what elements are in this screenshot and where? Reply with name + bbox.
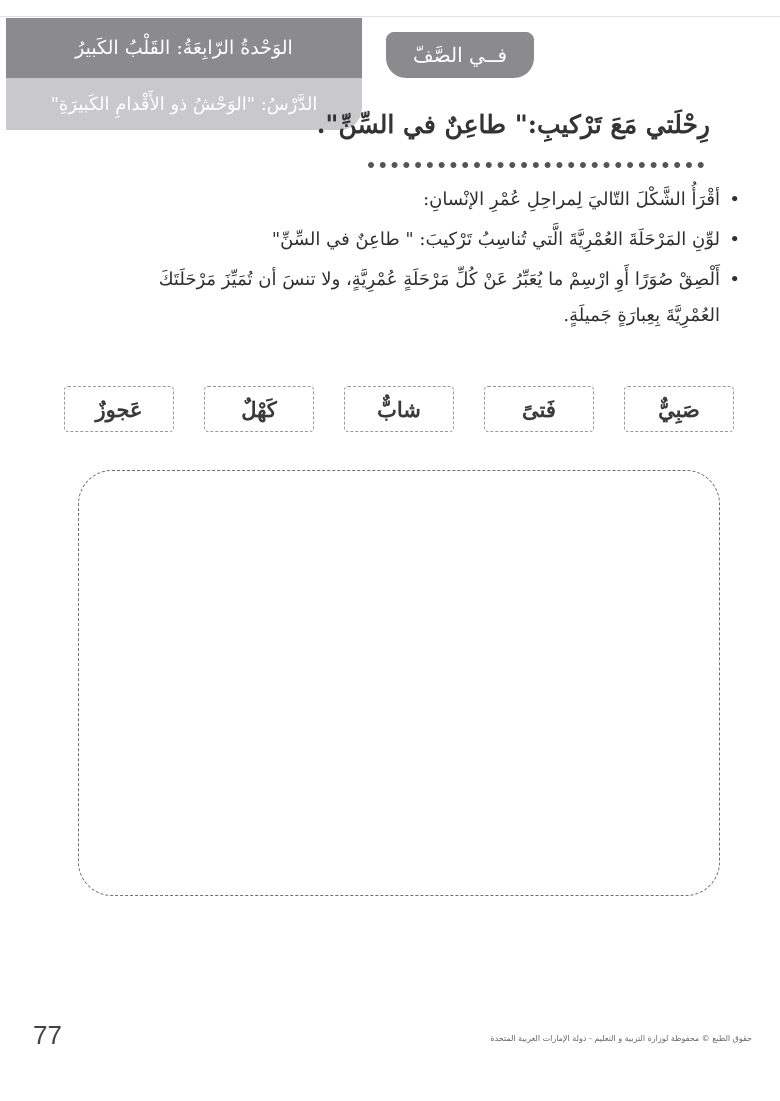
instruction-text: أَلْصِقْ صُوَرًا أَوِ ارْسِمْ ما يُعَبِّرُ عَنْ كُلِّ مَرْحَلَةٍ عُمْرِيَّةٍ، ولا تنسَ أن تُمَيِّزَ مَرْحَلَتَكَ العُمْرِيَّةَ بِعِبارَةٍ جَميلَةٍ.: [158, 269, 720, 326]
instruction-text: أقْرَأُ الشَّكْلَ التّاليَ لِمراحِلِ عُمْرِ الإنْسانِ:: [423, 189, 720, 210]
page-number: 77: [33, 1020, 62, 1050]
instruction-item: [100, 262, 740, 334]
unit-banner: [6, 18, 362, 78]
in-class-label: فــي الصَّفّ: [413, 43, 508, 67]
stage-label: صَبِيٌّ: [658, 396, 700, 422]
stage-box-young-man[interactable]: [344, 386, 454, 432]
bullet-icon: •: [729, 229, 740, 250]
in-class-tab: [386, 32, 534, 78]
stage-label: كَهْلٌ: [241, 396, 277, 422]
top-border-line: [0, 16, 780, 17]
lesson-title-header: الدَّرْسُ: "الوَحْشُ ذو الأَقْدامِ الكَبيرَةِ": [50, 93, 318, 115]
drawing-area[interactable]: [78, 470, 720, 896]
stage-label: شابٌّ: [377, 396, 421, 422]
stage-box-middle-aged[interactable]: [204, 386, 314, 432]
instruction-item: [100, 222, 740, 258]
stage-label: عَجوزٌ: [95, 396, 143, 422]
dotted-divider: [368, 162, 704, 168]
bullet-icon: •: [729, 269, 740, 290]
stage-box-elderly[interactable]: [64, 386, 174, 432]
stage-box-teen[interactable]: [484, 386, 594, 432]
copyright-notice: حقوق الطبع © محفوظة لوزارة التربية و التعليم - دولة الإمارات العربية المتحدة: [490, 1034, 752, 1043]
lesson-banner: [6, 78, 362, 130]
stage-box-boy[interactable]: [624, 386, 734, 432]
activity-title: رِحْلَتي مَعَ تَرْكيبِ:" طاعِنٌ في السِّنِّ".: [316, 110, 710, 139]
instruction-text: لوِّنِ المَرْحَلَةَ العُمْرِيَّةَ الَّتي تُناسِبُ تَرْكيبَ: " طاعِنٌ في السِّنِّ": [271, 229, 720, 250]
instructions-list: [100, 182, 740, 338]
instruction-item: [100, 182, 740, 218]
bullet-icon: •: [729, 189, 740, 210]
stage-label: فَتىً: [522, 396, 556, 422]
unit-title: الوَحْدةُ الرّابِعَةُ: القَلْبُ الكَبيرُ: [75, 37, 293, 59]
